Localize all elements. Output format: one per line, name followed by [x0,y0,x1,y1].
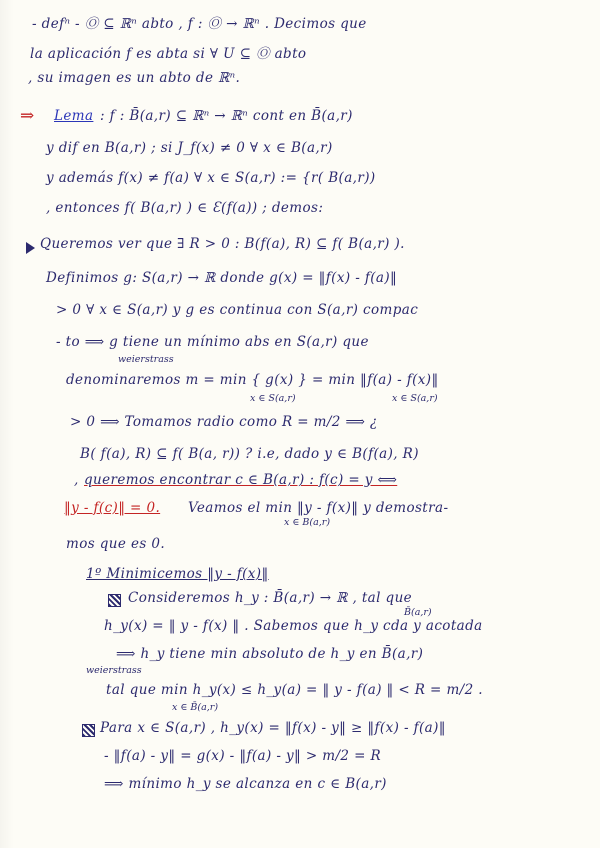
subscript-1: x ∈ S(a,r) [250,393,296,404]
definition-line-1: - defⁿ - Ⓞ ⊆ ℝⁿ abto , f : Ⓞ → ℝⁿ . Decimos que [32,16,367,32]
lemma-line-2: y dif en B(a,r) ; si J_f(x) ≠ 0 ∀ x ∈ B(a,r) [46,140,333,156]
step-1-line-2: h_y(x) = ‖ y - f(x) ‖ . Sabemos que h_y cda y acotada [104,618,483,634]
lemma-heading: Lema [54,108,94,124]
proof-line-10: mos que es 0. [66,536,166,552]
subscript-3: x ∈ B(a,r) [284,517,331,528]
proof-line-8: queremos encontrar c ∈ B(a,r) : f(c) = y ⟺ [84,472,398,488]
lemma-line-4: , entonces f( B(a,r) ) ∈ Ɛ(f(a)) ; demos: [46,200,324,216]
step-1-heading: 1º Minimicemos ‖y - f(x)‖ [86,566,269,582]
subscript-5: x ∈ B̄(a,r) [172,702,219,713]
lemma-line-3: y además f(x) ≠ f(a) ∀ x ∈ S(a,r) := {r( B(a,r)) [46,170,376,186]
proof-line-3: > 0 ∀ x ∈ S(a,r) y g es continua con S(a,r) compac [56,302,419,318]
step-1-line-7: ⟹ mínimo h_y se alcanza en c ∈ B(a,r) [104,776,387,792]
step-1-line-1: Consideremos h_y : B̄(a,r) → ℝ , tal que [128,590,413,606]
proof-line-5: denominaremos m = min { g(x) } = min ‖f(a) - f(x)‖ [66,372,439,388]
proof-line-6: > 0 ⟹ Tomamos radio como R = m/2 ⟹ ¿ [70,414,378,430]
definition-line-3: , su imagen es un abto de ℝⁿ. [28,70,241,86]
step-1-line-4: tal que min h_y(x) ≤ h_y(a) = ‖ y - f(a) ‖ < R = m/2 . [106,682,483,698]
checkbox-mark-icon-2 [82,724,95,737]
bullet-triangle-icon [26,242,35,254]
step-1-line-6: - ‖f(a) - y‖ = g(x) - ‖f(a) - y‖ > m/2 = R [104,748,382,764]
subscript-2: x ∈ S(a,r) [392,393,438,404]
definition-line-2: la aplicación f es abta si ∀ U ⊆ Ⓞ abto [30,46,307,62]
proof-line-4: - to ⟹ g tiene un mínimo abs en S(a,r) que [56,334,369,350]
proof-line-1: Queremos ver que ∃ R > 0 : B(f(a), R) ⊆ f( B(a,r) ). [40,236,405,252]
proof-line-8-comma: , [74,472,79,488]
lemma-line-1: : f : B̄(a,r) ⊆ ℝⁿ → ℝⁿ cont en B̄(a,r) [100,108,353,124]
norm-zero-highlight: ‖y - f(c)‖ = 0. [64,500,161,516]
weierstrass-note-1: weierstrass [118,354,174,365]
weierstrass-note-2: weierstrass [86,665,142,676]
proof-line-7: B( f(a), R) ⊆ f( B(a, r)) ? i.e, dado y ∈ B(f(a), R) [80,446,419,462]
implies-arrow-icon: ⇒ [20,106,35,126]
subscript-4: B̄(a,r) [404,607,432,618]
proof-line-2: Definimos g: S(a,r) → ℝ donde g(x) = ‖f(x) - f(a)‖ [46,270,398,286]
proof-line-9: Veamos el min ‖y - f(x)‖ y demostra- [188,500,449,516]
checkbox-mark-icon [108,594,121,607]
step-1-line-3: ⟹ h_y tiene min absoluto de h_y en B̄(a,r) [116,646,424,662]
step-1-line-5: Para x ∈ S(a,r) , h_y(x) = ‖f(x) - y‖ ≥ ‖f(x) - f(a)‖ [100,720,446,736]
